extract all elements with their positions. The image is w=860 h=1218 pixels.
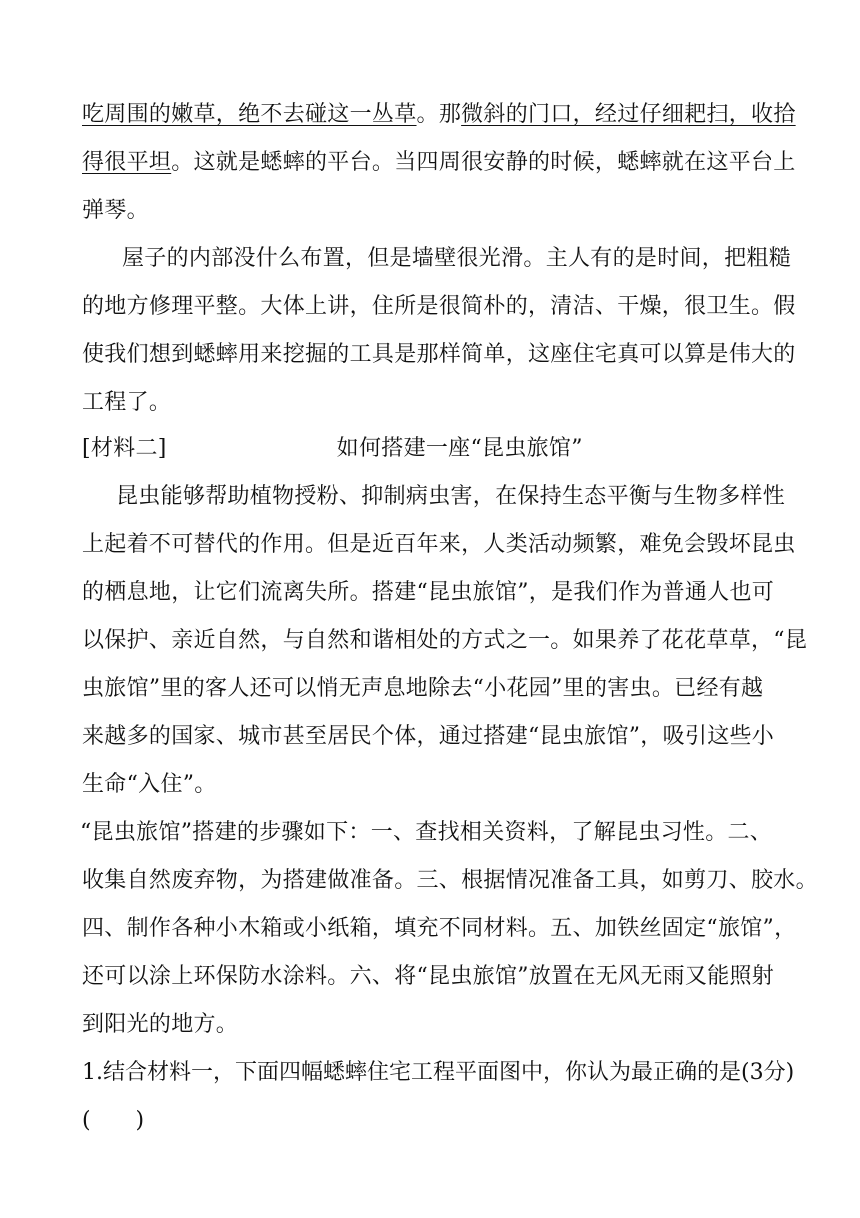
material1-p2-line4: 工程了。 (82, 390, 172, 415)
material2-p1-line7: 生命“入住”。 (82, 772, 217, 797)
underlined-phrase: 得很平坦 (82, 150, 172, 175)
material1-p2-line2: 的地方修理平整。大体上讲，住所是很简朴的，清洁、干燥，很卫生。假 (82, 294, 796, 319)
material2-p1-line5: 虫旅馆”里的客人还可以悄无声息地除去“小花园”里的害虫。已经有越 (82, 676, 764, 701)
question1-answer-bracket: ( ) (82, 1108, 145, 1133)
question1-text: 1.结合材料一，下面四幅蟋蟀住宅工程平面图中，你认为最正确的是(3分) (82, 1060, 795, 1085)
material1-p1-line1 (82, 100, 796, 130)
material2-p1-line6: 来越多的国家、城市甚至居民个体，通过搭建“昆虫旅馆”，吸引这些小 (82, 724, 775, 749)
material2-label: [材料二] (82, 436, 167, 461)
material2-p1-line1: 昆虫能够帮助植物授粉、抑制病虫害，在保持生态平衡与生物多样性 (116, 484, 786, 509)
material2-p2-line3: 四、制作各种小木箱或小纸箱，填充不同材料。五、加铁丝固定“旅馆”， (82, 916, 797, 941)
text-segment: 。这就是蟋蟀的平台。当四周很安静的时候，蟋蟀就在这平台上 (171, 150, 796, 175)
material2-p2-line1: “昆虫旅馆”搭建的步骤如下：一、查找相关资料，了解昆虫习性。二、 (80, 820, 773, 845)
material1-p2-line3: 使我们想到蟋蟀用来挖掘的工具是那样简单，这座住宅真可以算是伟大的 (82, 342, 796, 367)
underlined-phrase: 吃周围的嫩草，绝不去碰这一丛草 (82, 102, 417, 127)
underlined-phrase: 微斜的门口，经过仔细耙扫，收拾 (461, 102, 796, 127)
material1-p1-line3: 弹琴。 (82, 198, 149, 223)
material1-p2-line1: 屋子的内部没什么布置，但是墙壁很光滑。主人有的是时间，把粗糙 (122, 246, 792, 271)
material2-p2-line4: 还可以涂上环保防水涂料。六、将“昆虫旅馆”放置在无风无雨又能照射 (82, 964, 775, 989)
material1-p1-line2 (82, 148, 796, 178)
material2-p2-line5: 到阳光的地方。 (82, 1012, 239, 1037)
material2-title: 如何搭建一座“昆虫旅馆” (336, 436, 583, 461)
material2-p2-line2: 收集自然废弃物，为搭建做准备。三、根据情况准备工具，如剪刀、胶水。 (82, 868, 818, 893)
material2-p1-line3: 的栖息地，让它们流离失所。搭建“昆虫旅馆”，是我们作为普通人也可 (82, 580, 775, 605)
text-segment: 。那 (416, 102, 462, 127)
material2-heading (82, 434, 782, 464)
material2-p1-line2: 上起着不可替代的作用。但是近百年来，人类活动频繁，难免会毁坏昆虫 (82, 532, 796, 557)
material2-p1-line4: 以保护、亲近自然，与自然和谐相处的方式之一。如果养了花花草草，“昆 (82, 628, 808, 653)
